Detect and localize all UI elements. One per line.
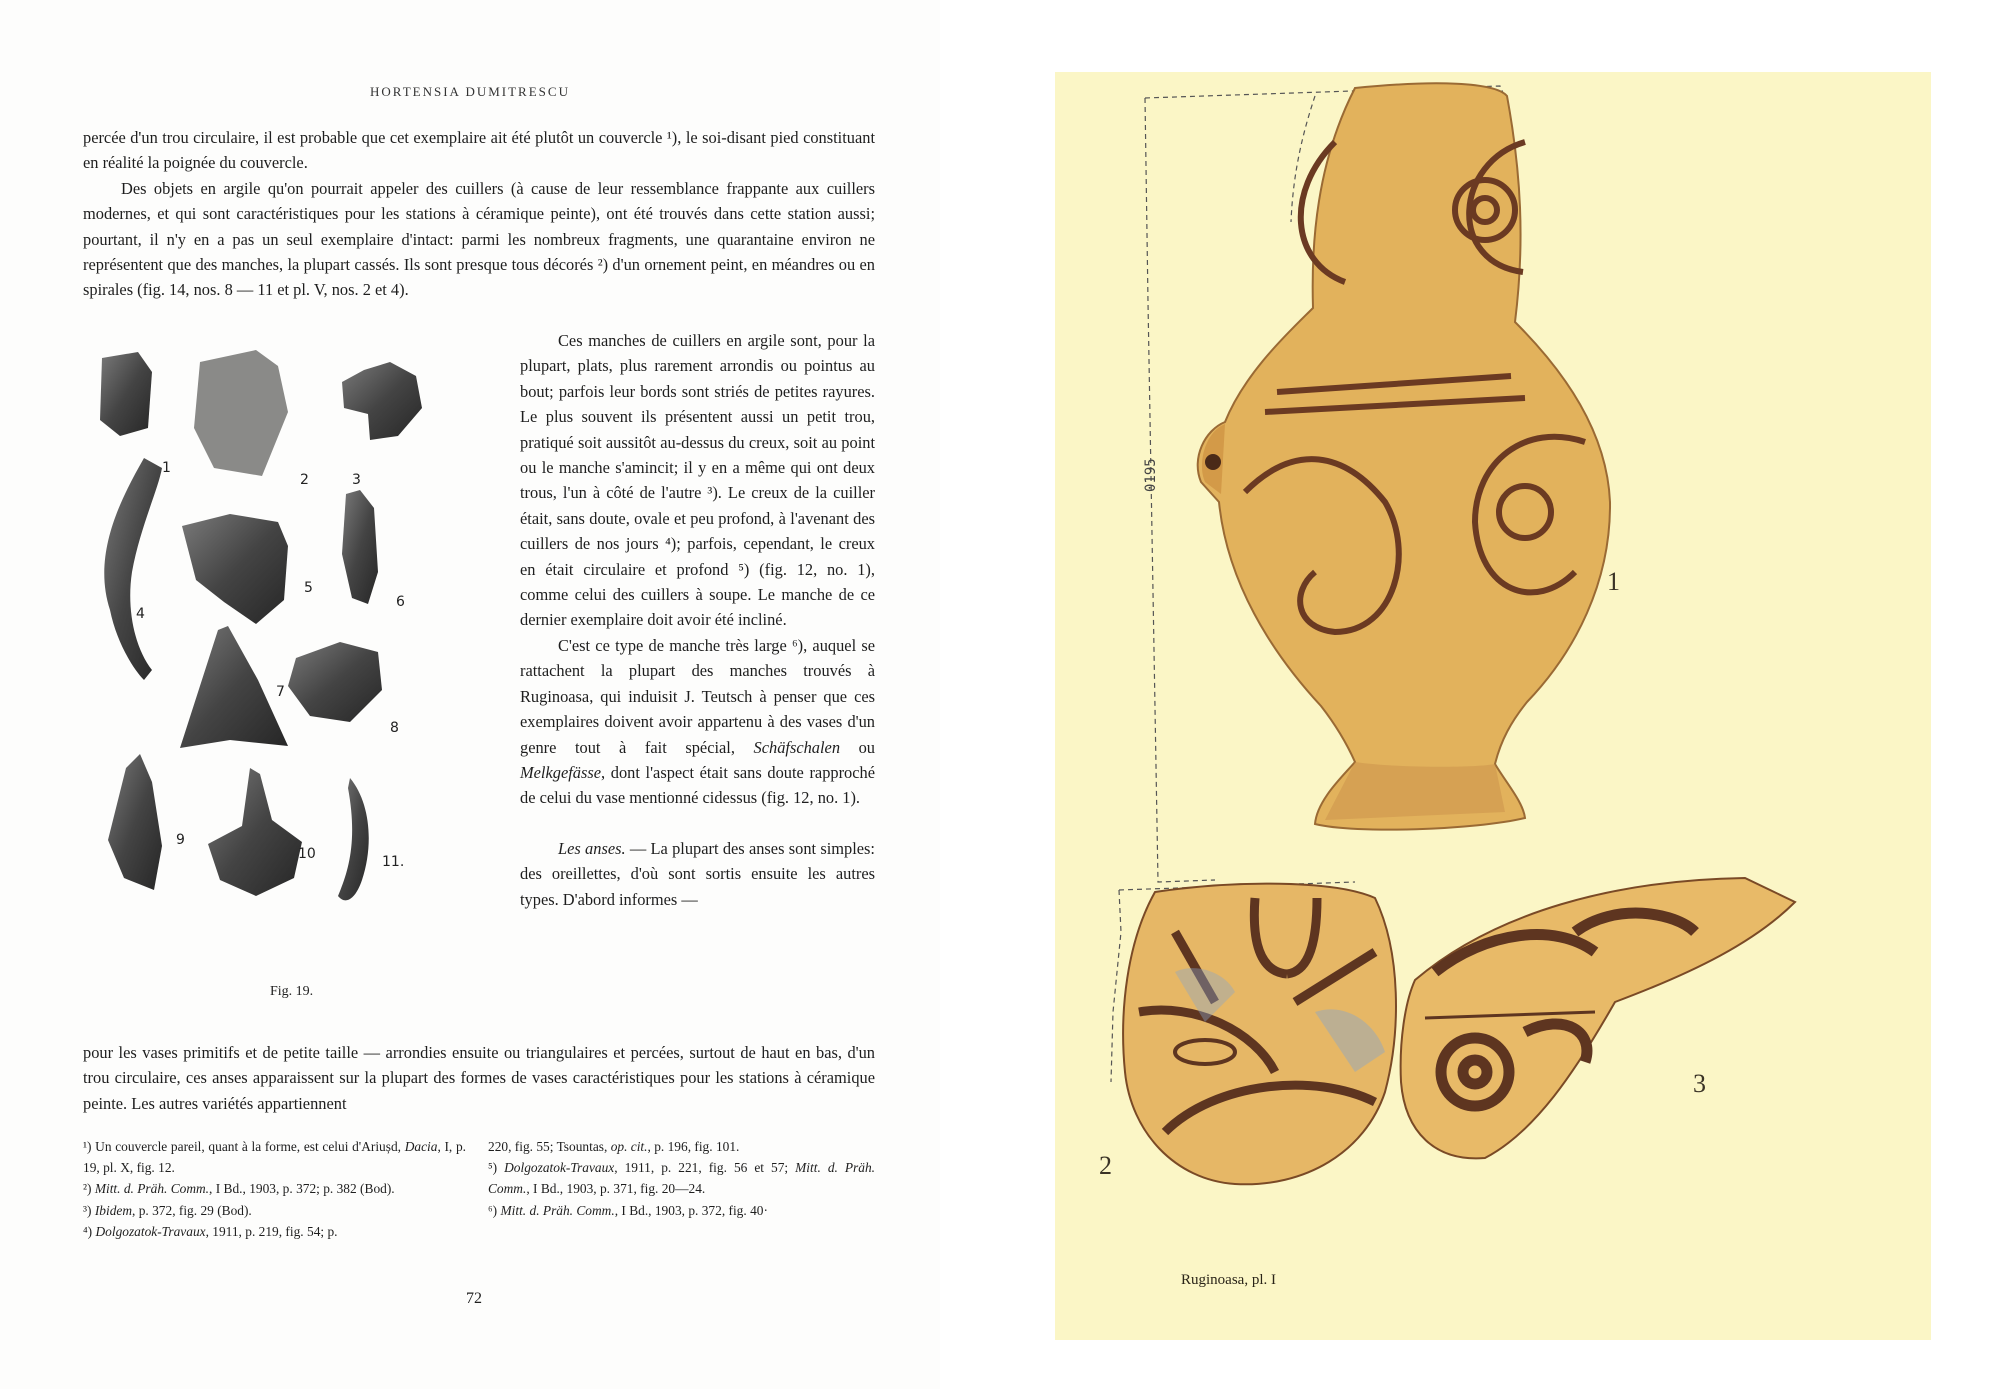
fragment-4: [104, 458, 162, 680]
paragraph-anses: Les anses. — La plupart des anses sont simples: des oreillettes, d'où sont sortis ensuite les autres types. D'abord informes —: [520, 838, 875, 909]
figure-label-10: 10: [298, 846, 316, 862]
footnote-2: ²) Mitt. d. Präh. Comm., I Bd., 1903, p. 372; p. 382 (Bod).: [83, 1181, 395, 1197]
footnote-4-continued: 220, fig. 55; Tsountas, op. cit., p. 196, fig. 101.: [488, 1139, 740, 1154]
paragraph-anses-continued: pour les vases primitifs et de petite taille — arrondies ensuite ou triangulaires et percées, surtout de haut en bas, d'un trou circulaire, ces anses apparaissent sur la plupart des formes de vases caractéristiques pour les stations à céramique peinte. Les autres variétés appartiennent: [83, 1043, 875, 1113]
footnote-5: ⁵) Dolgozatok-Travaux, 1911, p. 221, fig. 56 et 57; Mitt. d. Präh. Comm., I Bd., 1903, p. 371, fig. 20—24.: [488, 1160, 876, 1197]
paragraph-manches: Ces manches de cuillers en argile sont, pour la plupart, plats, plus rarement arrondis ou pointus au bout; parfois leur bords sont striés de petites rayures. Le plus souvent ils présentent aussi un petit trou, pratiqué soit aussitôt au-dessus du creux, soit au point ou le manche s'amincit; il y en a même qui ont deux trous, l'un à côté de l'autre ³). Le creux de la cuiller était, sans doute, ovale et peu profond, à l'avenant des cuillers de nos jours ⁴); parfois, cependant, le creux en était circulaire et profond ⁵) (fig. 12, no. 1), comme celui des cuillers à soupe. Le manche de ce dernier exemplaire doit avoir été incliné.: [520, 331, 875, 630]
vase-1: [1198, 83, 1610, 829]
figure-19-photo: [80, 350, 506, 965]
fragment-11: [338, 778, 369, 900]
footnote-1: ¹) Un couvercle pareil, quant à la forme, est celui d'Ariușd, Dacia, I, p. 19, pl. X, fig. 12.: [83, 1139, 466, 1176]
fragment-plate-3: [1401, 878, 1795, 1158]
figure-19: [80, 350, 506, 965]
figure-label-2: 2: [300, 472, 309, 488]
fragment-7: [180, 626, 288, 748]
footnote-3: ³) Ibidem, p. 372, fig. 29 (Bod).: [83, 1202, 252, 1218]
left-page: [0, 0, 940, 1389]
figure-label-3: 3: [352, 472, 361, 488]
footnote-4: ⁴) Dolgozatok-Travaux, 1911, p. 219, fig. 54; p.: [83, 1223, 338, 1239]
footnotes-right: [488, 1136, 875, 1221]
fragment-6: [342, 490, 378, 604]
fragment-2-label: 2: [1099, 1151, 1112, 1180]
measure-label: 0195: [1143, 458, 1159, 492]
fragment-2: [194, 350, 288, 476]
footnotes-left: [83, 1136, 466, 1242]
plate-page: [1055, 72, 1931, 1340]
fragment-3: [342, 362, 422, 440]
fragment-10: [208, 768, 302, 896]
figure-caption: Fig. 19.: [270, 984, 314, 999]
fragment-5: [182, 514, 288, 624]
plate-illustration: [1055, 72, 1931, 1340]
figure-label-5: 5: [304, 580, 313, 596]
fragment-9: [108, 754, 162, 890]
figure-label-11: 11.: [382, 854, 405, 870]
figure-label-6: 6: [396, 594, 405, 610]
figure-label-4: 4: [136, 606, 145, 622]
fragment-1: [100, 352, 152, 436]
figure-label-8: 8: [390, 720, 399, 736]
footnote-6: ⁶) Mitt. d. Präh. Comm., I Bd., 1903, p. 372, fig. 40·: [488, 1202, 768, 1218]
paragraph-type-manche: C'est ce type de manche très large ⁶), auquel se rattachent la plupart des manches trouvés à Ruginoasa, qui induisit J. Teutsch à penser que ces exemplaires doivent avoir appartenu à des vases d'un genre tout à fait spécial, Schäfschalen ou Melkgefässe, dont l'aspect était sans doute rapproché de celui du vase mentionné cidessus (fig. 12, no. 1).: [520, 635, 875, 808]
fragment-plate-2: [1123, 884, 1396, 1185]
running-head: HORTENSIA DUMITRESCU: [370, 84, 570, 99]
body-text-top: [83, 125, 875, 303]
plate-caption: Ruginoasa, pl. I: [1181, 1272, 1276, 1288]
paragraph-cuillers: Des objets en argile qu'on pourrait appeler des cuillers (à cause de leur ressemblance frappante aux cuillers modernes, et qui sont caractéristiques pour les stations à céramique peinte), ont été trouvés dans cette station aussi; pourtant, il n'y en a pas un seul exemplaire d'intact: parmi les nombreux fragments, une quarantaine environ ne représentent que des manches, la plupart cassés. Ils sont presque tous décorés ²) d'un ornement peint, en méandres ou en spirales (fig. 14, nos. 8 — 11 et pl. V, nos. 2 et 4).: [83, 178, 875, 300]
paragraph-couvercle: percée d'un trou circulaire, il est probable que cet exemplaire ait été plutôt un couvercle ¹), le soi-disant pied constituant en réalité la poignée du couvercle.: [83, 128, 875, 173]
text-column: [520, 328, 875, 912]
fragment-8: [288, 642, 382, 722]
figure-label-7: 7: [276, 684, 285, 700]
figure-label-9: 9: [176, 832, 185, 848]
vase-1-label: 1: [1607, 567, 1620, 596]
body-text-bottom: [83, 1040, 875, 1116]
figure-label-1: 1: [162, 460, 171, 476]
page-number: 72: [466, 1290, 482, 1307]
fragment-3-label: 3: [1693, 1069, 1706, 1098]
